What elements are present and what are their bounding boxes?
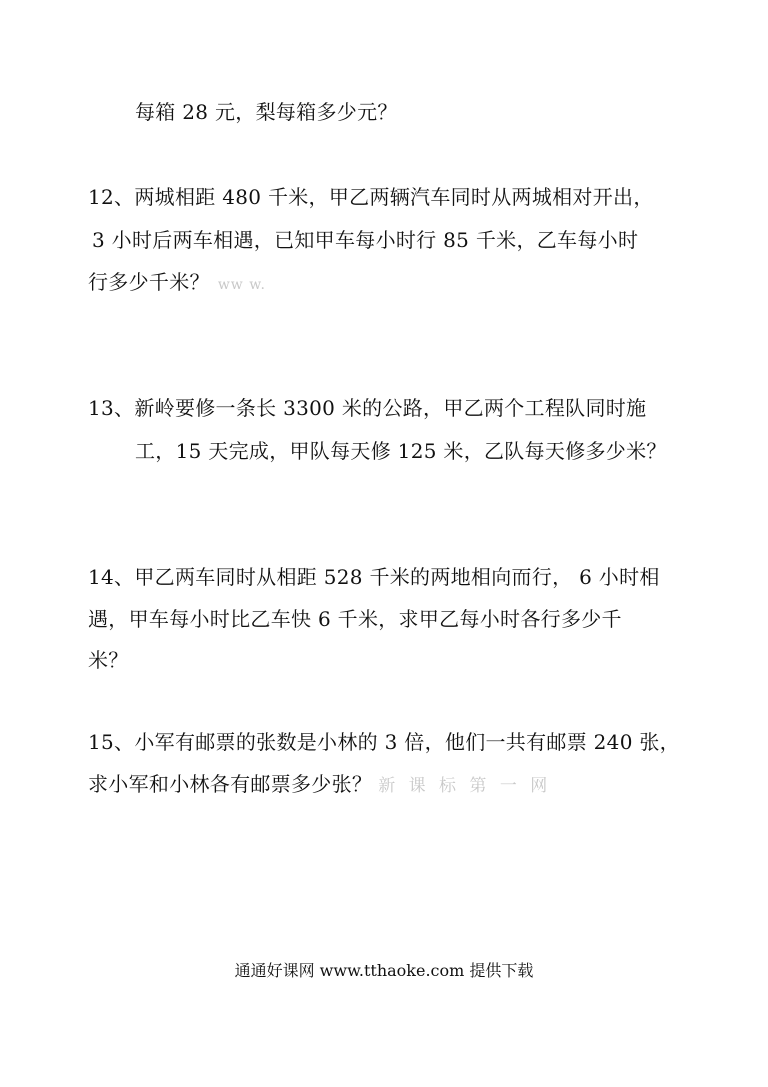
watermark-text: ww w.	[217, 277, 267, 293]
question-14-line-1: 14、甲乙两车同时从相距 528 千米的两地相向而行， 6 小时相	[88, 565, 660, 589]
question-12-line-1: 12、两城相距 480 千米，甲乙两辆汽车同时从两城相对开出，	[88, 185, 654, 209]
question-13-line-2: 工，15 天完成，甲队每天修 125 米，乙队每天修多少米？	[135, 439, 667, 463]
question-12-line-3	[88, 268, 266, 299]
previous-question-continuation: 每箱 28 元，梨每箱多少元？	[135, 100, 398, 124]
question-14-line-3: 米？	[88, 648, 129, 672]
footer-credit: 通通好课网 www.tthaoke.com 提供下载	[234, 961, 534, 980]
question-15-line-2-text: 求小军和小林各有邮票多少张？	[88, 772, 373, 796]
question-15-line-2	[88, 770, 551, 800]
question-13-line-1: 13、新岭要修一条长 3300 米的公路，甲乙两个工程队同时施	[88, 396, 647, 420]
question-12-line-2: 3 小时后两车相遇，已知甲车每小时行 85 千米，乙车每小时	[92, 228, 639, 252]
watermark-text: 新 课 标 第 一 网	[378, 776, 552, 796]
question-15-line-1: 15、小军有邮票的张数是小林的 3 倍，他们一共有邮票 240 张，	[88, 730, 680, 754]
question-12-line-3-text: 行多少千米？	[88, 270, 210, 294]
question-14-line-2: 遇，甲车每小时比乙车快 6 千米，求甲乙每小时各行多少千	[88, 607, 622, 631]
